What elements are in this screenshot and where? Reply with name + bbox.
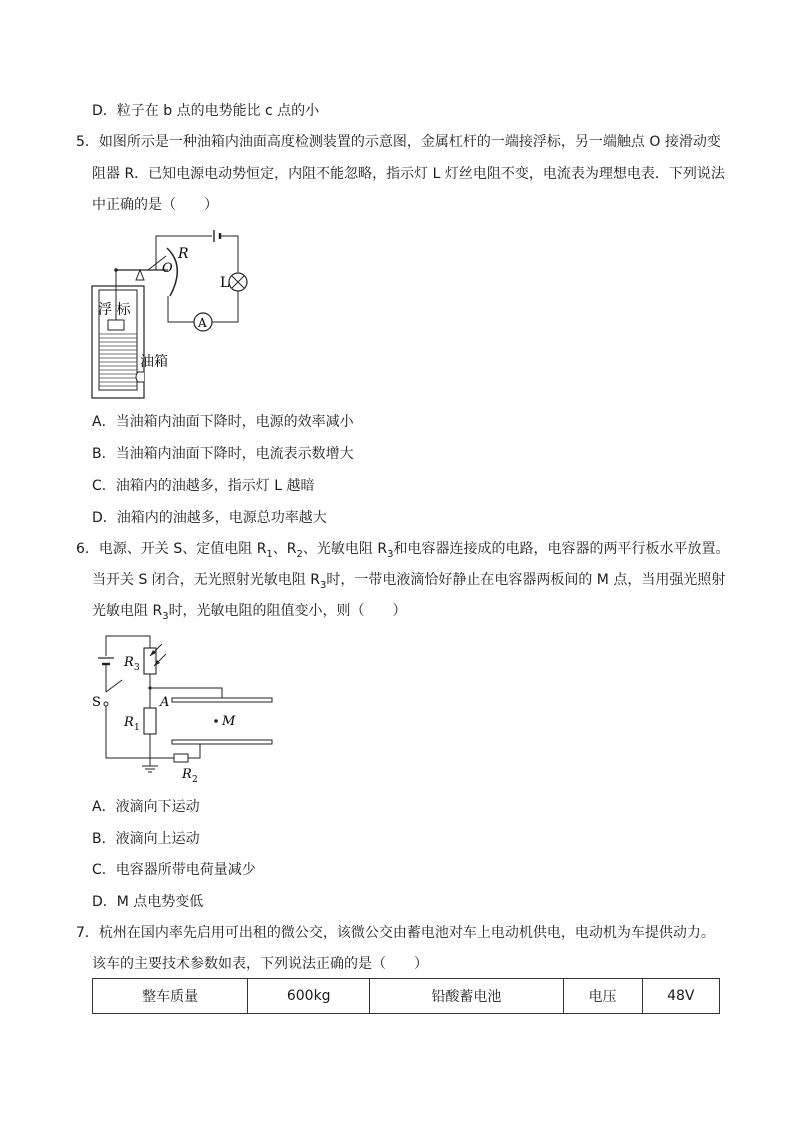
- q5-stem-line2: 阻器 R．已知电源电动势恒定，内阻不能忽略，指示灯 L 灯丝电阻不变，电流表为理想电表．下列说法: [92, 166, 725, 182]
- label-m: M: [222, 714, 236, 729]
- table-cell: 48V: [642, 979, 719, 1014]
- resistor-r2: [174, 754, 188, 762]
- q6-stem-line2: 当开关 S 闭合，无光照射光敏电阻 $R_3$时，一带电液滴恰好静止在电容器两板间的 M 点，当用强光照射: [92, 572, 726, 591]
- table-cell: 600kg: [248, 979, 370, 1014]
- label-r2-sub: 2: [192, 775, 198, 785]
- q5-option-b: B．当油箱内油面下降时，电流表示数增大: [92, 446, 354, 462]
- label-tank: 油箱: [140, 354, 168, 370]
- switch-s: [106, 680, 122, 692]
- label-r1: R: [124, 715, 134, 730]
- q6-option-a: A．液滴向下运动: [92, 799, 200, 815]
- label-r: R: [178, 246, 189, 262]
- table-row: [93, 979, 720, 1014]
- q5-option-a: A．当油箱内油面下降时，电源的效率减小: [92, 414, 354, 430]
- label-l: L: [220, 275, 230, 291]
- point-m: [214, 719, 218, 723]
- float-block: [108, 320, 124, 330]
- q5-option-c: C．油箱内的油越多，指示灯 L 越暗: [92, 478, 315, 494]
- resistor-r1: [144, 708, 156, 734]
- label-r3-sub: 3: [134, 663, 140, 673]
- label-a: A: [160, 695, 170, 710]
- table-cell: 电压: [563, 979, 642, 1014]
- q5-circuit-figure: [88, 226, 258, 406]
- q5-stem-line1: 5．如图所示是一种油箱内油面高度检测装置的示意图，金属杠杆的一端接浮标，另一端触点 O 接滑动变: [76, 134, 721, 150]
- label-s: S: [92, 695, 101, 710]
- q6-option-b: B．液滴向上运动: [92, 831, 200, 847]
- q7-parameter-table: [92, 978, 720, 1014]
- label-ammeter: A: [198, 316, 207, 330]
- q6-stem-line1: 6．电源、开关 S、定值电阻 $R_1$、$R_2$、光敏电阻 $R_3$和电容器连接成的电路，电容器的两平行板水平放置。: [76, 541, 730, 560]
- label-float: 浮 标: [98, 302, 131, 318]
- label-r2: R: [182, 767, 192, 782]
- label-o: O: [162, 261, 173, 276]
- q7-stem-line2: 该车的主要技术参数如表，下列说法正确的是（ ）: [92, 956, 428, 972]
- q6-stem-line3: 光敏电阻 $R_3$时，光敏电阻的阻值变小，则（ ）: [92, 603, 407, 622]
- capacitor-upper-plate: [172, 698, 272, 702]
- table-cell: 铅酸蓄电池: [370, 979, 563, 1014]
- q4-option-d: D．粒子在 b 点的电势能比 c 点的小: [92, 103, 320, 119]
- table-cell: 整车质量: [93, 979, 248, 1014]
- q6-option-d: D．M 点电势变低: [92, 894, 204, 910]
- q6-circuit-figure: [88, 630, 278, 790]
- q6-option-c: C．电容器所带电荷量减少: [92, 862, 256, 878]
- q7-stem-line1: 7．杭州在国内率先启用可出租的微公交，该微公交由蓄电池对车上电动机供电，电动机为车提供动力。: [76, 925, 715, 941]
- q5-stem-line3: 中正确的是（ ）: [92, 197, 218, 213]
- q5-option-d: D．油箱内的油越多，电源总功率越大: [92, 510, 327, 526]
- capacitor-lower-plate: [172, 740, 272, 744]
- label-r3: R: [124, 655, 134, 670]
- label-r1-sub: 1: [134, 723, 140, 733]
